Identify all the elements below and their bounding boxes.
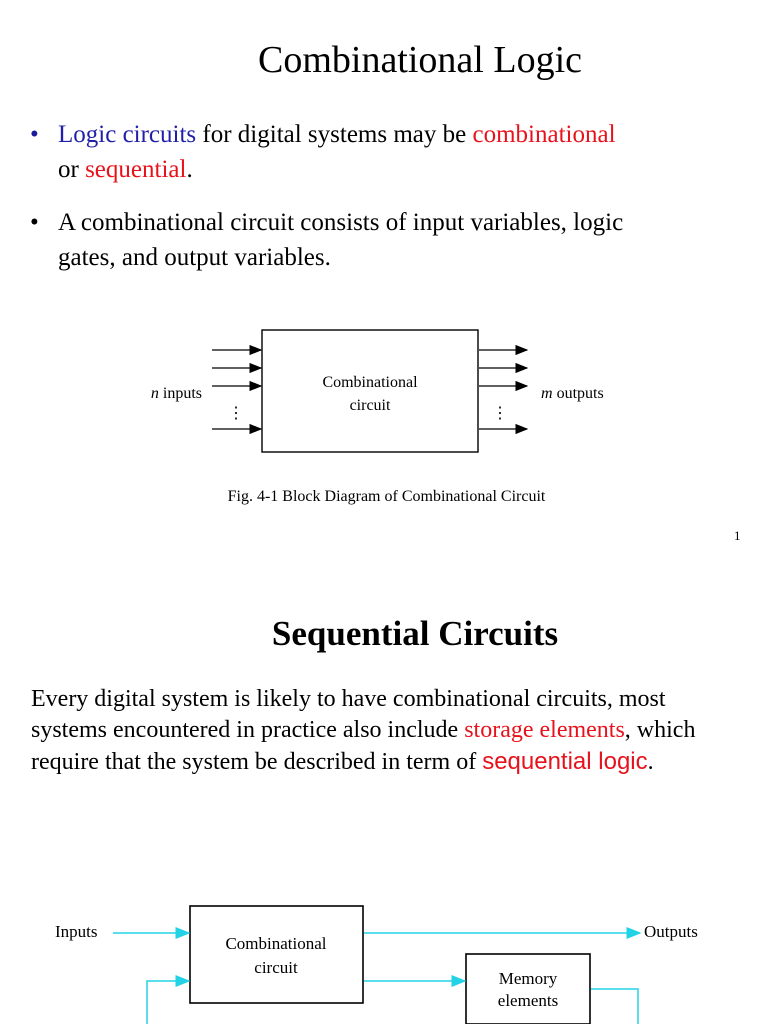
bullet1-text: for digital systems may be xyxy=(196,121,473,148)
page-number: 1 xyxy=(734,528,741,543)
sequential-paragraph xyxy=(31,684,746,778)
para-period: . xyxy=(647,749,654,775)
bullet2-line2: gates, and output variables. xyxy=(58,244,331,271)
m-outputs-label: m outputs xyxy=(541,385,604,402)
combinational-circuit-box xyxy=(190,906,363,1003)
bullet-dot-icon: • xyxy=(30,121,39,148)
box-label-line1: Combinational xyxy=(322,374,418,391)
comb-label-line2: circuit xyxy=(254,958,298,977)
box-label-line2: circuit xyxy=(349,397,391,414)
slide-title-sequential-circuits: Sequential Circuits xyxy=(271,614,559,653)
sequential-text: sequential xyxy=(85,156,187,183)
memory-label-line1: Memory xyxy=(498,969,558,988)
bullet1-or-text: or xyxy=(58,156,86,183)
inputs-label: Inputs xyxy=(55,922,98,941)
sequential-block-diagram xyxy=(0,885,768,1024)
combinational-block-diagram xyxy=(130,320,630,480)
storage-elements-text: storage elements xyxy=(464,717,625,743)
n-inputs-label: n inputs xyxy=(150,385,202,402)
bullet-logic-circuits xyxy=(30,117,750,187)
comb-label-line1: Combinational xyxy=(225,934,327,953)
memory-label-line2: elements xyxy=(497,991,559,1010)
output-ellipsis: ⋮ xyxy=(492,405,508,422)
bullet-combinational-circuit xyxy=(30,205,750,275)
memory-elements-box xyxy=(466,954,590,1024)
figure-caption: Fig. 4-1 Block Diagram of Combinational Circuit xyxy=(227,488,546,505)
bullet1-period: . xyxy=(186,156,193,183)
para-text-2: , which require that the system be described in term of xyxy=(31,717,696,775)
combinational-text: combinational xyxy=(472,121,616,148)
bullet-dot-icon: • xyxy=(30,209,39,236)
combinational-circuit-box xyxy=(262,330,478,452)
outputs-label: Outputs xyxy=(644,922,698,941)
input-ellipsis: ⋮ xyxy=(228,405,244,422)
logic-circuits-text: Logic circuits xyxy=(58,121,197,148)
bullet2-line1: A combinational circuit consists of input variables, logic xyxy=(58,209,624,236)
sequential-logic-text: sequential logic xyxy=(482,748,648,775)
para-text-1: Every digital system is likely to have combinational circuits, most systems encountered in practice also include xyxy=(31,686,666,743)
slide-title-combinational-logic: Combinational Logic xyxy=(257,39,582,81)
